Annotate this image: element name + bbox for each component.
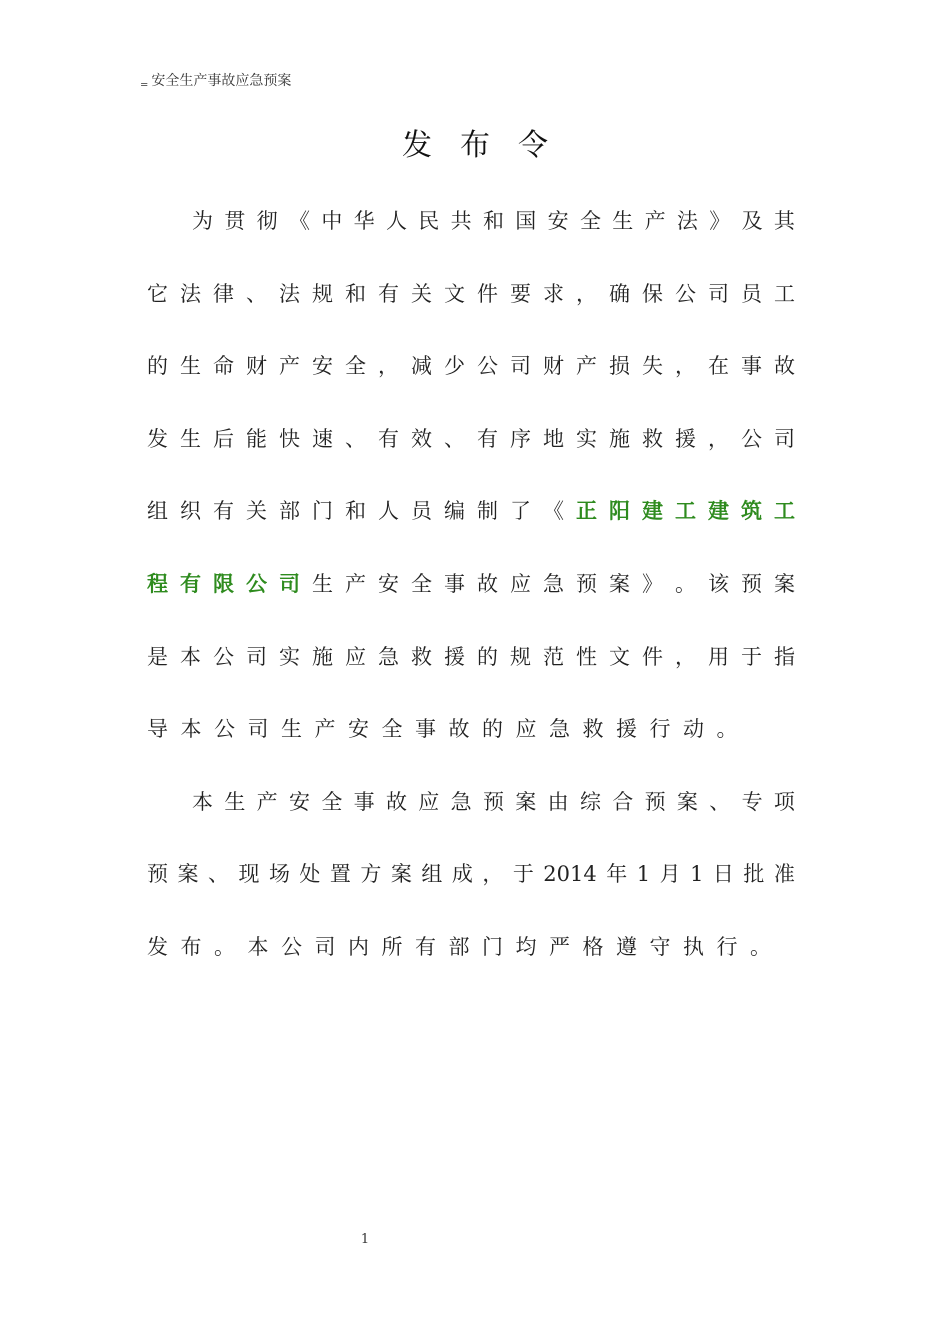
text-line: 程 有 限 公 司 生 产 安 全 事 故 应 急 预 案 》 。 该 预 案 (147, 570, 795, 596)
page-number: 1 (360, 1232, 370, 1247)
text-line: 它 法 律 、 法 规 和 有 关 文 件 要 求 ， 确 保 公 司 员 工 (147, 281, 795, 306)
running-header (140, 70, 291, 91)
header-text: 安全生产事故应急预案 (151, 73, 292, 89)
header-mark: = (140, 80, 149, 91)
text-line: 是 本 公 司 实 施 应 急 救 援 的 规 范 性 文 件 ， 用 于 指 (147, 644, 795, 669)
document-body (147, 185, 795, 984)
text-line: 的 生 命 财 产 安 全 ， 减 少 公 司 财 产 损 失 ， 在 事 故 (147, 354, 795, 379)
text-line: 组 织 有 关 部 门 和 人 员 编 制 了 《 正 阳 建 工 建 筑 工 (147, 498, 795, 524)
text-line: 导 本 公 司 生 产 安 全 事 故 的 应 急 救 援 行 动 。 (147, 717, 750, 742)
paragraph-1 (147, 185, 795, 766)
text-line: 预 案 、 现 场 处 置 方 案 组 成 ， 于 2014 年 1 月 1 日 批 准 (147, 862, 795, 887)
paragraph-2 (147, 766, 795, 984)
text-line: 为 贯 彻 《 中 华 人 民 共 和 国 安 全 生 产 法 》 及 其 (192, 209, 795, 233)
text-line: 发 布 。 本 公 司 内 所 有 部 门 均 严 格 遵 守 执 行 。 (147, 934, 784, 959)
text-line: 发 生 后 能 快 速 、 有 效 、 有 序 地 实 施 救 援 ， 公 司 (147, 426, 795, 451)
page-title: 发布令 (402, 128, 576, 163)
text-line: 本 生 产 安 全 事 故 应 急 预 案 由 综 合 预 案 、 专 项 (192, 789, 795, 814)
